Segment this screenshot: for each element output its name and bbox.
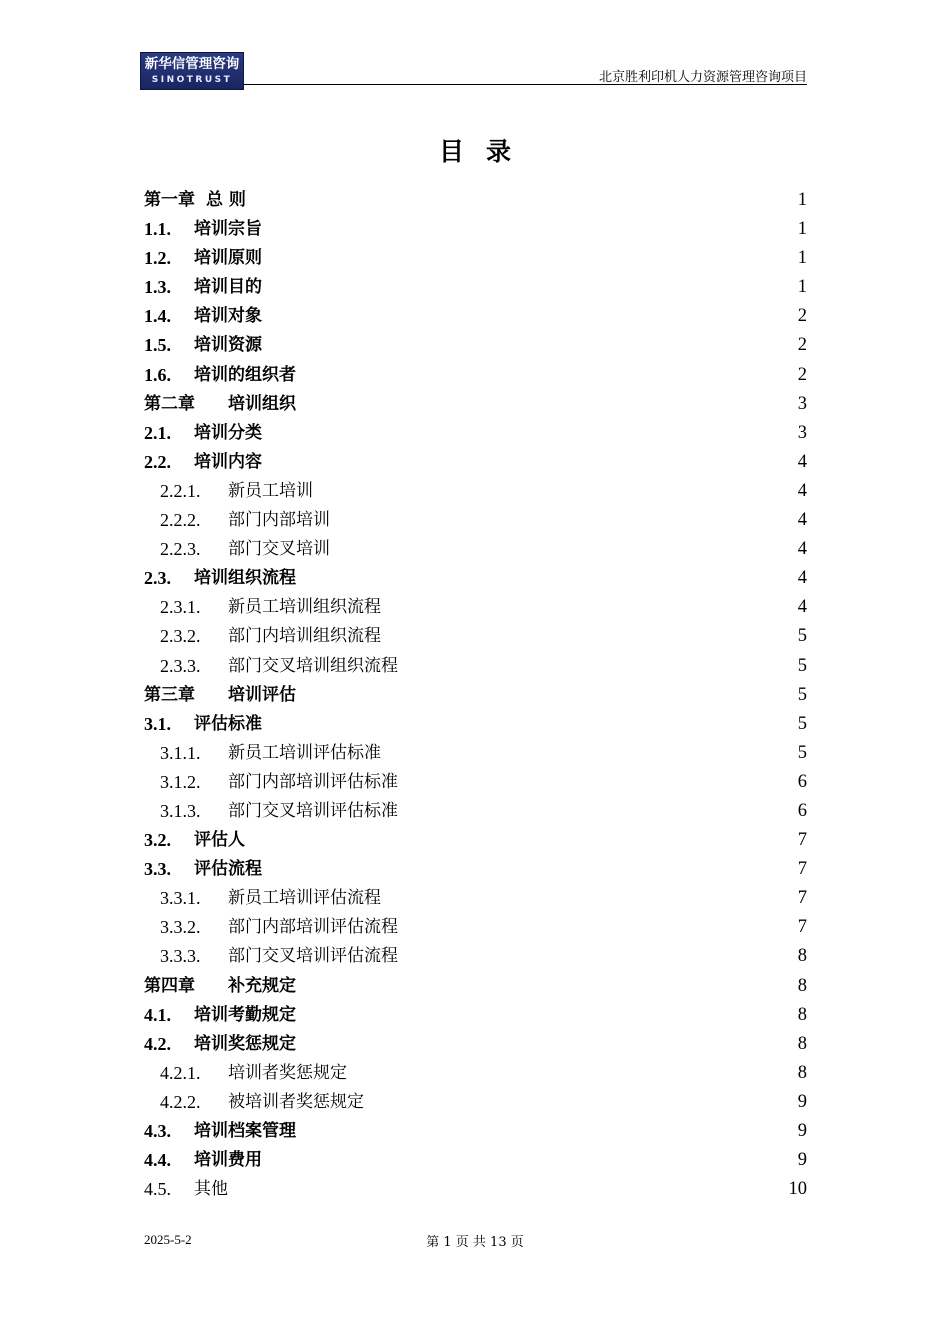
toc-entry-number: 3.3.2. [160, 917, 201, 938]
toc-entry-title: 培训奖惩规定 [194, 1033, 296, 1054]
toc-entry-page: 7 [797, 917, 807, 938]
toc-entry-title: 培训者奖惩规定 [228, 1062, 347, 1083]
toc-entry-page: 9 [797, 1121, 807, 1141]
toc-entry-page: 8 [797, 975, 807, 996]
toc-entry-number: 2.3.1. [160, 597, 201, 618]
toc-entry-number: 1.5. [144, 335, 171, 356]
toc-entry[interactable] [144, 331, 807, 360]
toc-entry[interactable] [144, 506, 807, 535]
logo-english-text: SINOTRUST [151, 75, 233, 85]
toc-entry[interactable] [144, 1030, 807, 1059]
toc-entry-title: 评估人 [194, 830, 245, 851]
toc-entry[interactable] [144, 273, 807, 302]
toc-entry-number: 2.1. [144, 422, 171, 443]
toc-entry[interactable] [144, 652, 807, 681]
toc-entry-page: 1 [797, 248, 807, 269]
toc-entry-title: 培训评估 [228, 684, 296, 705]
toc-entry-page: 7 [797, 859, 807, 880]
toc-entry[interactable] [144, 913, 807, 942]
toc-entry[interactable] [144, 1001, 807, 1030]
toc-entry-page: 4 [797, 597, 807, 618]
toc-entry-number: 4.4. [144, 1150, 171, 1171]
toc-entry-page: 7 [797, 830, 807, 851]
toc-entry-page: 5 [797, 713, 807, 734]
toc-entry[interactable] [144, 390, 807, 419]
toc-entry[interactable] [144, 244, 807, 273]
footer-page-info: 第 1 页 共 13 页 [426, 1235, 524, 1250]
toc-entry-page: 3 [797, 393, 807, 414]
toc-entry-number: 1.6. [144, 364, 171, 385]
toc-entry[interactable] [144, 739, 807, 768]
toc-entry[interactable] [144, 622, 807, 651]
toc-entry-number: 2.3. [144, 568, 171, 589]
toc-entry[interactable] [144, 593, 807, 622]
toc-entry-title: 部门交叉培训评估流程 [228, 946, 398, 967]
toc-entry-title: 培训分类 [194, 422, 262, 443]
toc-entry-number: 3.3.1. [160, 888, 201, 909]
toc-entry-title: 其他 [194, 1179, 228, 1200]
toc-entry-title: 培训组织流程 [194, 568, 296, 589]
toc-entry-title: 部门内培训组织流程 [228, 626, 381, 647]
toc-entry-title: 培训费用 [194, 1150, 262, 1171]
toc-entry[interactable] [144, 681, 807, 710]
toc-entry-number: 1.1. [144, 219, 171, 240]
toc-entry-number: 1.4. [144, 306, 171, 327]
project-title: 北京胜利印机人力资源管理咨询项目 [598, 70, 807, 85]
toc-entry-page: 8 [797, 1062, 807, 1083]
toc-entry-number: 3.1.3. [160, 800, 201, 821]
toc-entry[interactable] [144, 826, 807, 855]
toc-entry[interactable] [144, 797, 807, 826]
toc-entry-number: 2.3.2. [160, 626, 201, 647]
toc-entry-number: 第四章 [144, 975, 195, 996]
toc-entry[interactable] [144, 1088, 807, 1117]
toc-entry-title: 培训宗旨 [194, 219, 262, 240]
toc-entry-page: 1 [797, 219, 807, 240]
toc-entry-title: 培训组织 [228, 393, 296, 414]
toc-entry[interactable] [144, 186, 807, 215]
toc-entry-number: 1.2. [144, 248, 171, 269]
toc-entry-number: 3.1.2. [160, 771, 201, 792]
toc-entry[interactable] [144, 535, 807, 564]
toc-entry[interactable] [144, 1117, 807, 1146]
toc-entry-number: 3.3. [144, 859, 171, 880]
toc-entry[interactable] [144, 215, 807, 244]
toc-entry-page: 6 [797, 800, 807, 821]
toc-entry[interactable] [144, 942, 807, 971]
toc-entry[interactable] [144, 564, 807, 593]
toc-entry-page: 4 [797, 539, 807, 560]
toc-entry[interactable] [144, 419, 807, 448]
toc-entry-page: 4 [797, 451, 807, 472]
header-divider [244, 84, 807, 85]
toc-entry-title: 总 则 [206, 190, 246, 210]
toc-entry[interactable] [144, 477, 807, 506]
toc-entry-title: 被培训者奖惩规定 [228, 1091, 364, 1112]
toc-entry-title: 培训内容 [194, 451, 262, 472]
toc-entry-number: 2.2.3. [160, 539, 201, 560]
company-logo [140, 52, 244, 90]
toc-entry-page: 5 [797, 655, 807, 676]
toc-entry-title: 部门交叉培训组织流程 [228, 655, 398, 676]
toc-entry-number: 3.2. [144, 830, 171, 851]
toc-entry-title: 评估流程 [194, 859, 262, 880]
toc-entry-page: 6 [797, 771, 807, 792]
toc-entry-number: 2.2. [144, 451, 171, 472]
toc-entry-page: 9 [797, 1091, 807, 1112]
toc-entry[interactable] [144, 448, 807, 477]
toc-entry-title: 部门内部培训评估标准 [228, 771, 398, 792]
toc-title: 目录 [438, 137, 533, 166]
toc-entry-page: 10 [788, 1179, 807, 1200]
toc-entry-title: 培训档案管理 [194, 1121, 296, 1141]
toc-entry[interactable] [144, 855, 807, 884]
toc-entry-number: 3.1. [144, 713, 171, 734]
toc-entry[interactable] [144, 768, 807, 797]
toc-entry[interactable] [144, 302, 807, 331]
toc-entry-number: 第一章 [144, 190, 195, 210]
toc-entry-page: 7 [797, 888, 807, 909]
toc-entry-page: 9 [797, 1150, 807, 1171]
toc-entry-number: 第二章 [144, 393, 195, 414]
toc-entry-title: 部门内部培训评估流程 [228, 917, 398, 938]
toc-entry-page: 2 [797, 364, 807, 385]
toc-entry-page: 5 [797, 684, 807, 705]
logo-chinese-text: 新华信管理咨询 [144, 56, 240, 72]
toc-entry-number: 3.3.3. [160, 946, 201, 967]
toc-entry-title: 培训的组织者 [194, 364, 296, 385]
toc-entry-page: 4 [797, 480, 807, 501]
toc-entry-page: 8 [797, 946, 807, 967]
toc-entry-number: 2.3.3. [160, 655, 201, 676]
toc-entry-number: 1.3. [144, 277, 171, 298]
toc-entry-number: 4.3. [144, 1121, 171, 1141]
toc-entry[interactable] [144, 1175, 807, 1204]
toc-entry-number: 第三章 [144, 684, 195, 705]
toc-entry[interactable] [144, 884, 807, 913]
toc-entry[interactable] [144, 972, 807, 1001]
toc-entry-number: 4.1. [144, 1004, 171, 1025]
toc-entry-title: 新员工培训评估流程 [228, 888, 381, 909]
footer-date: 2025-5-2 [144, 1232, 192, 1247]
toc-entry-page: 8 [797, 1004, 807, 1025]
toc-entry-page: 4 [797, 510, 807, 531]
toc-entry-title: 培训目的 [194, 277, 262, 298]
toc-entry-title: 新员工培训组织流程 [228, 597, 381, 618]
toc-entry[interactable] [144, 361, 807, 390]
toc-entry-number: 4.2.2. [160, 1091, 201, 1112]
toc-entry-page: 1 [797, 190, 807, 210]
toc-entry-title: 新员工培训评估标准 [228, 742, 381, 763]
toc-entry-page: 5 [797, 626, 807, 647]
toc-entry-title: 部门交叉培训评估标准 [228, 800, 398, 821]
toc-entry-title: 部门交叉培训 [228, 539, 330, 560]
toc-entry-page: 3 [797, 422, 807, 443]
toc-entry-number: 2.2.1. [160, 480, 201, 501]
toc-entry-title: 培训原则 [194, 248, 262, 269]
toc-entry-title: 培训资源 [194, 335, 262, 356]
toc-entry-title: 培训考勤规定 [194, 1004, 296, 1025]
toc-entry-title: 培训对象 [194, 306, 262, 327]
toc-entry-title: 评估标准 [194, 713, 262, 734]
toc-entry-number: 4.5. [144, 1179, 171, 1200]
toc-entry[interactable] [144, 1059, 807, 1088]
toc-entry-number: 4.2.1. [160, 1062, 201, 1083]
toc-entry-page: 4 [797, 568, 807, 589]
toc-entry-page: 8 [797, 1033, 807, 1054]
toc-entry-page: 2 [797, 335, 807, 356]
toc-entry-number: 2.2.2. [160, 510, 201, 531]
toc-entry-title: 新员工培训 [228, 480, 313, 501]
toc-entry-number: 4.2. [144, 1033, 171, 1054]
toc-entry[interactable] [144, 710, 807, 739]
toc-entry-page: 1 [797, 277, 807, 298]
toc-entry-page: 2 [797, 306, 807, 327]
toc-entry-title: 补充规定 [228, 975, 296, 996]
toc-entry-title: 部门内部培训 [228, 510, 330, 531]
toc-entry-page: 5 [797, 742, 807, 763]
toc-entry-number: 3.1.1. [160, 742, 201, 763]
toc-entry[interactable] [144, 1146, 807, 1175]
table-of-contents [144, 186, 807, 1204]
